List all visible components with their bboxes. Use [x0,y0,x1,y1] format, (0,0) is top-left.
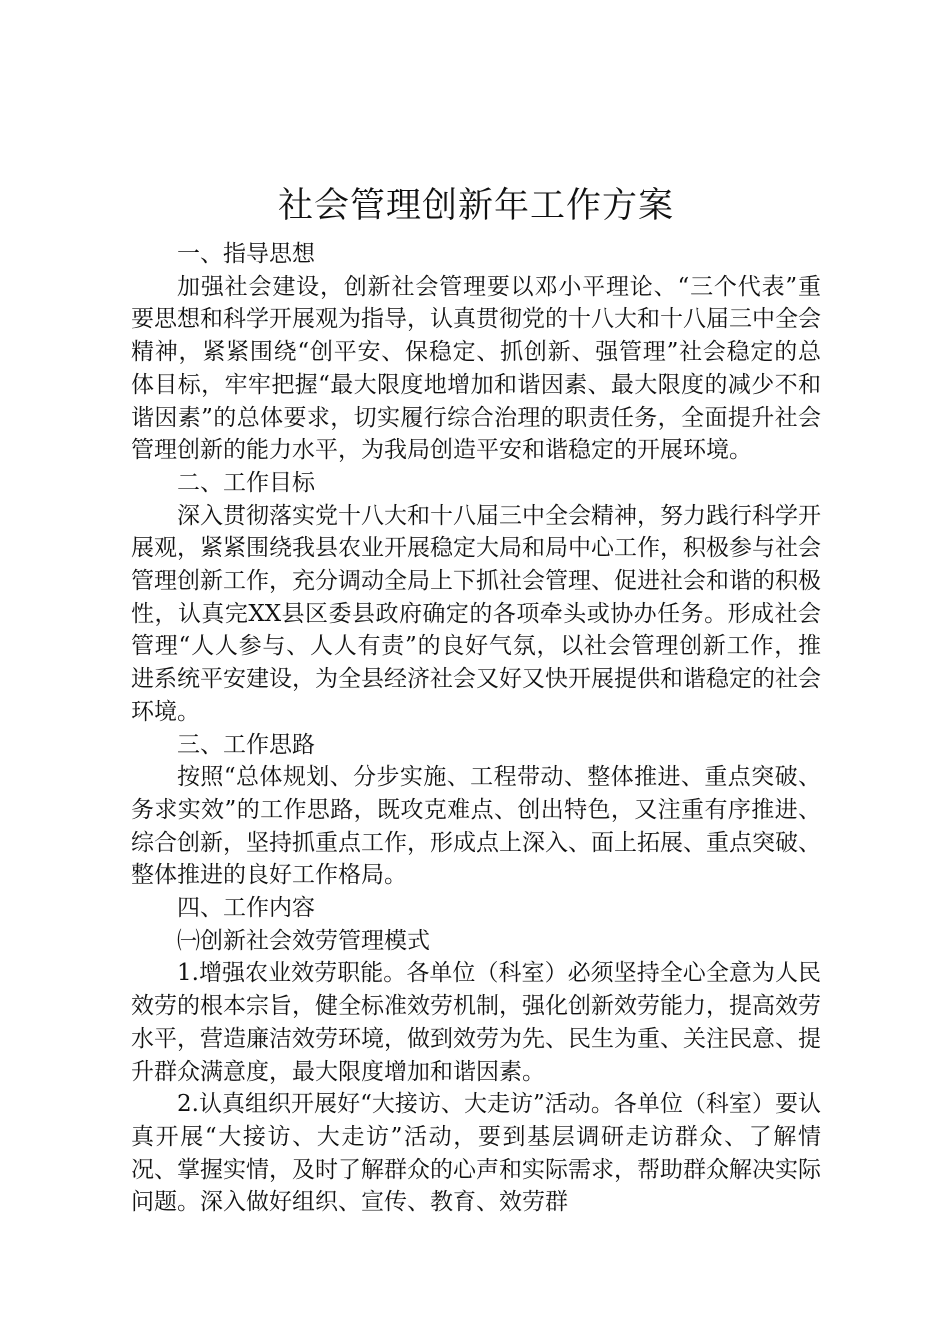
paragraph: 加强社会建设，创新社会管理要以邓小平理论、“三个代表”重要思想和科学开展观为指导，认真贯彻党的十八大和十八届三中全会精神，紧紧围绕“创平安、保稳定、抓创新、强管理”社会稳定的总体目标，牢牢把握“最大限度地增加和谐因素、最大限度的减少不和谐因素”的总体要求，切实履行综合治理的职责任务，全面提升社会管理创新的能力水平，为我局创造平安和谐稳定的开展环境。 [131,273,821,464]
section-heading-work-approach: 三、工作思路 [177,731,315,758]
section-heading-guiding-ideology: 一、指导思想 [177,241,315,267]
paragraph: 深入贯彻落实党十八大和十八届三中全会精神，努力践行科学开展观，紧紧围绕我县农业开展稳定大局和局中心工作，积极参与社会管理创新工作，充分调动全局上下抓社会管理、促进社会和谐的积极性，认真完XX县区委县政府确定的各项牵头或协办任务。形成社会管理“人人参与、人人有责”的良好气氛，以社会管理创新工作，推进系统平安建设，为全县经济社会又好又快开展提供和谐稳定的社会环境。 [131,502,821,725]
paragraph: 1.增强农业效劳职能。各单位（科室）必须坚持全心全意为人民效劳的根本宗旨，健全标准效劳机制，强化创新效劳能力，提高效劳水平，营造廉洁效劳环境，做到效劳为先、民生为重、关注民意、提升群众满意度，最大限度增加和谐因素。 [131,960,821,1085]
subsection-heading: ㈠创新社会效劳管理模式 [177,927,430,954]
paragraph: 按照“总体规划、分步实施、工程带动、整体推进、重点突破、务求实效”的工作思路，既攻克难点、创出特色，又注重有序推进、综合创新，坚持抓重点工作，形成点上深入、面上拓展、重点突破、整体推进的良好工作格局。 [131,764,821,889]
section-heading-work-content: 四、工作内容 [177,895,315,922]
document-page [131,182,821,1219]
document-title: 社会管理创新年工作方案 [277,186,674,226]
section-heading-work-goals: 二、工作目标 [177,469,315,496]
paragraph: 2.认真组织开展好“大接访、大走访”活动。各单位（科室）要认真开展“大接访、大走访”活动，要到基层调研走访群众、了解情况、掌握实情，及时了解群众的心声和实际需求，帮助群众解决实际问题。深入做好组织、宣传、教育、效劳群 [131,1091,821,1216]
